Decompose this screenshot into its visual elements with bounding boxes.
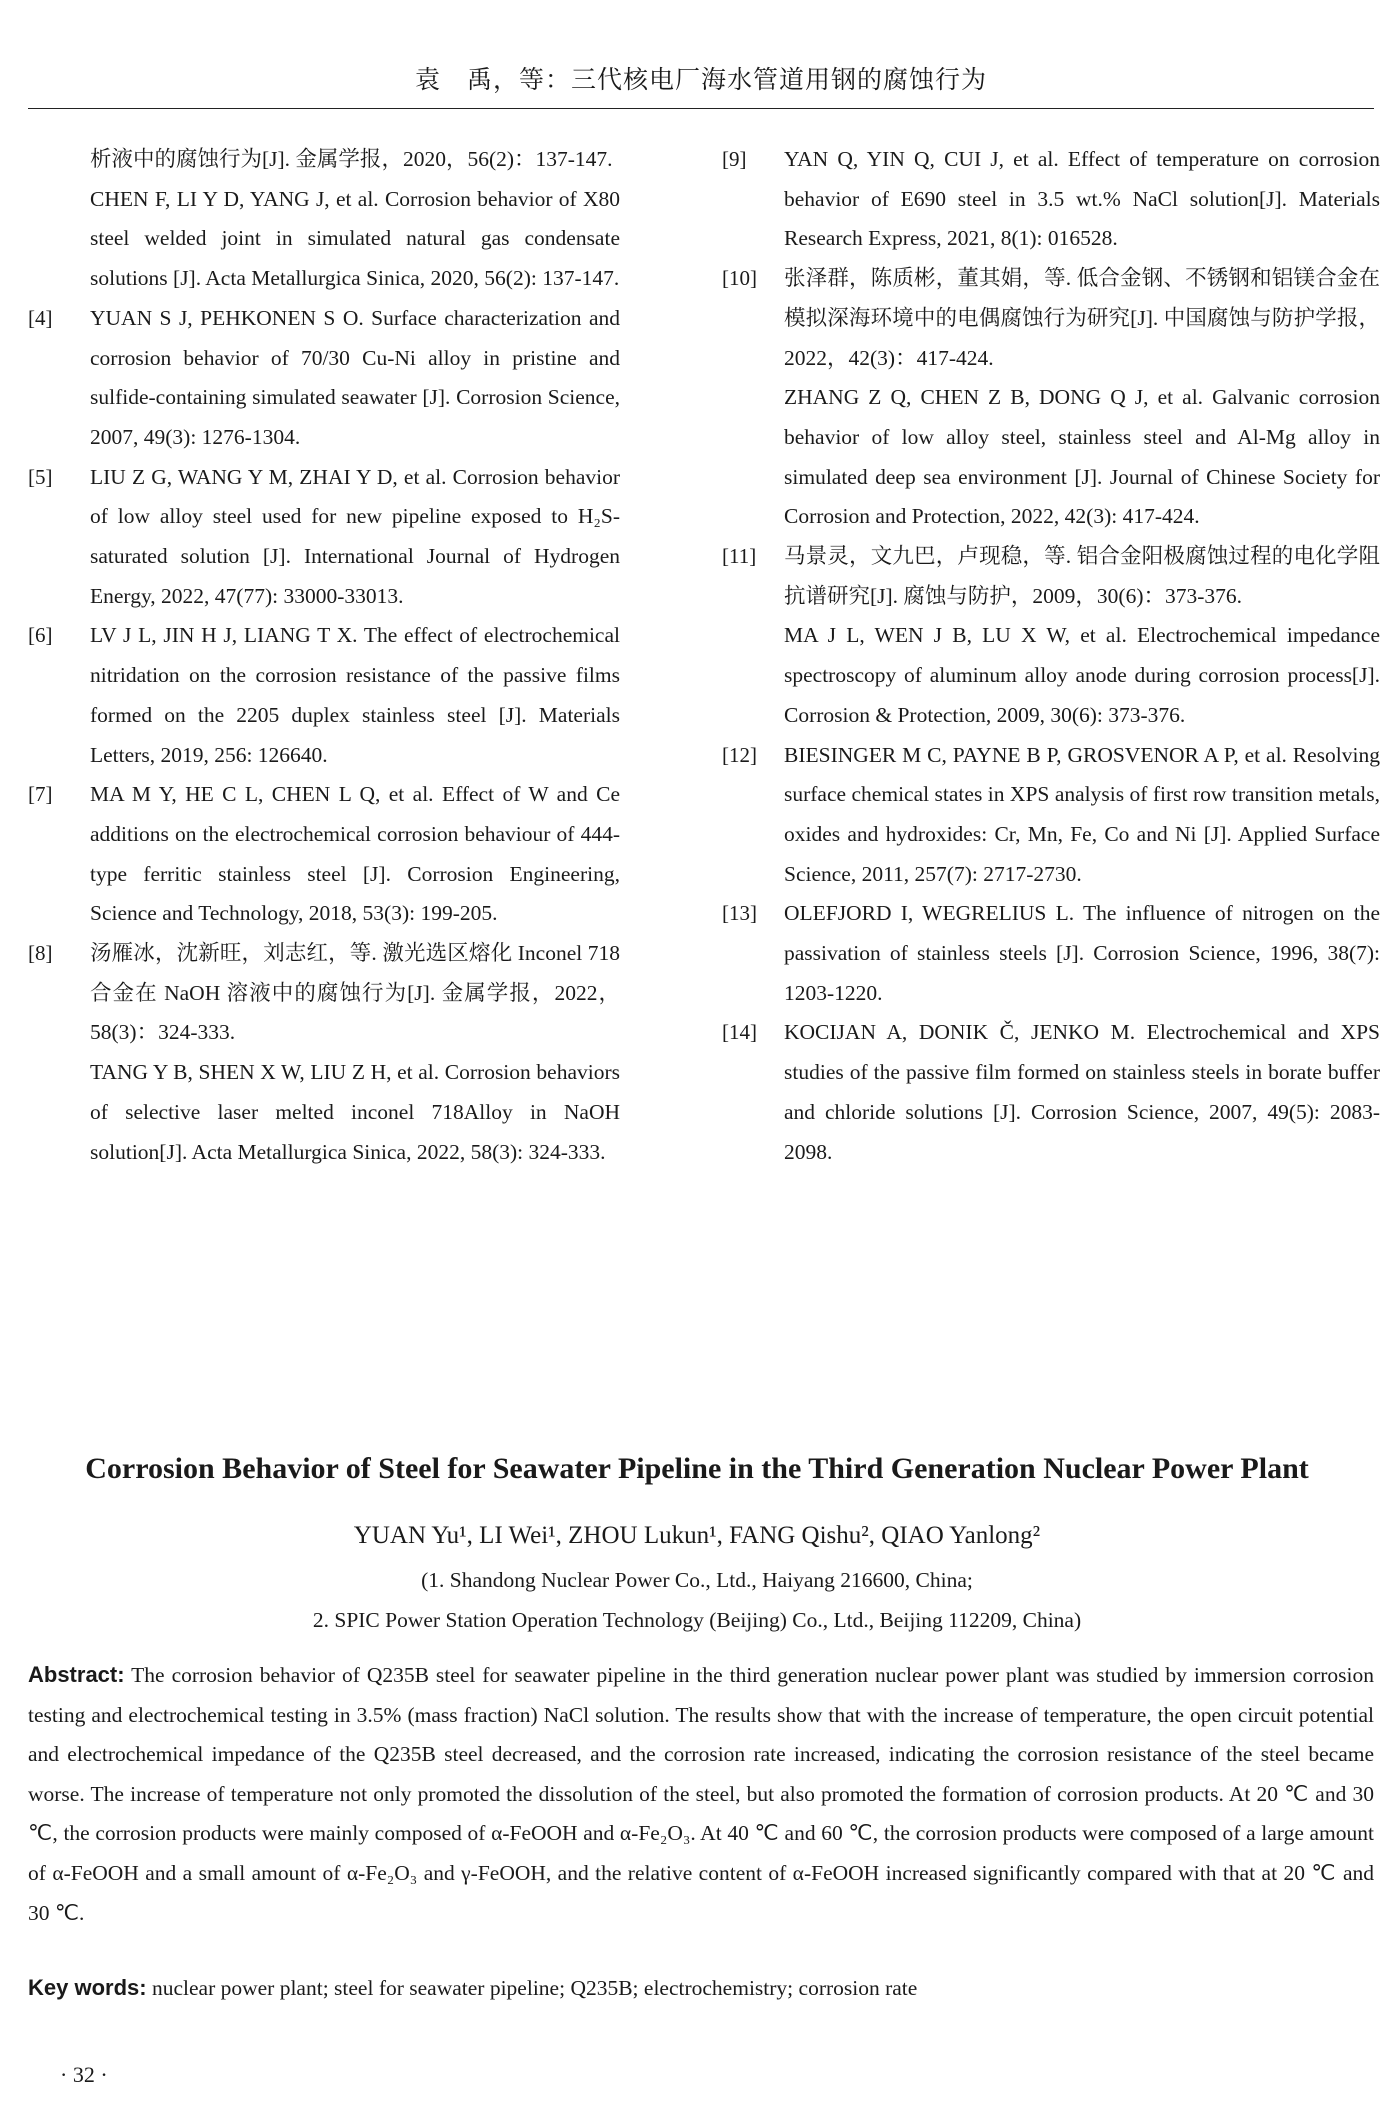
reference-en-text: LIU Z G, WANG Y M, ZHAI Y D, et al. Corrosion behavior of low alloy steel used for new pipeline exposed to H₂S-saturated solution [J]. International Journal of Hydrogen Energy, 2022, 47(77): 33000-33013. <box>90 464 620 608</box>
author-list: YUAN Yu¹, LI Wei¹, ZHOU Lukun¹, FANG Qishu², QIAO Yanlong² <box>353 1522 1041 1549</box>
reference-en-text: YUAN S J, PEHKONEN S O. Surface characterization and corrosion behavior of 70/30 Cu-Ni alloy in pristine and sulfide-containing simulated seawater [J]. Corrosion Science, 2007, 49(3): 1276-1304. <box>90 305 620 449</box>
reference-item <box>28 934 620 1172</box>
reference-item <box>722 736 1380 895</box>
reference-en-text: BIESINGER M C, PAYNE B P, GROSVENOR A P, et al. Resolving surface chemical states in XPS analysis of first row transition metals, oxides and hydroxides: Cr, Mn, Fe, Co and Ni [J]. Applied Surface Science, 2011, 257(7): 2717-2730. <box>784 742 1380 886</box>
reference-number: [9] <box>722 147 747 171</box>
reference-number: [10] <box>722 266 757 291</box>
reference-number: [5] <box>28 464 53 489</box>
reference-en-text: CHEN F, LI Y D, YANG J, et al. Corrosion behavior of X80 steel welded joint in simulated natural gas condensate solutions [J]. Acta Metallurgica Sinica, 2020, 56(2): 137-147. <box>90 186 620 291</box>
reference-en-text: TANG Y B, SHEN X W, LIU Z H, et al. Corrosion behaviors of selective laser melted inconel 718Alloy in NaOH solution[J]. Acta Metallurgica Sinica, 2022, 58(3): 324-333. <box>90 1060 620 1164</box>
reference-en-text: MA J L, WEN J B, LU X W, et al. Electrochemical impedance spectroscopy of aluminum alloy anode during corrosion process[J]. Corrosion & Protection, 2009, 30(6): 373-376. <box>784 623 1380 727</box>
reference-cn-text: 析液中的腐蚀行为[J]. 金属学报，2020，56(2)：137-147. <box>90 147 613 171</box>
reference-en-text: MA M Y, HE C L, CHEN L Q, et al. Effect of W and Ce additions on the electrochemical corrosion behaviour of 444-type ferritic stainless steel [J]. Corrosion Engineering, Science and Technology, 2018, 53(3): 199-205. <box>90 782 620 926</box>
article-title: Corrosion Behavior of Steel for Seawater Pipeline in the Third Generation Nuclear Power Plant <box>85 1452 1309 1485</box>
reference-item <box>28 616 620 775</box>
reference-number: [14] <box>722 1020 757 1045</box>
reference-item <box>722 259 1380 537</box>
reference-item <box>722 894 1380 1013</box>
keywords-label: Key words: <box>28 1975 147 2000</box>
reference-item <box>722 1013 1380 1172</box>
affiliation-1: (1. Shandong Nuclear Power Co., Ltd., Haiyang 216600, China; <box>421 1568 973 1592</box>
reference-item <box>722 140 1380 259</box>
page-number: · 32 · <box>60 2062 108 2087</box>
reference-number: [6] <box>28 623 53 648</box>
reference-number: [12] <box>722 742 757 767</box>
references-left-column <box>28 140 620 1172</box>
reference-cn-text: 马景灵，文九巴，卢现稳，等. 铝合金阳极腐蚀过程的电化学阻抗谱研究[J]. 腐蚀与防护，2009，30(6)：373-376. <box>784 544 1380 608</box>
reference-en-text: YAN Q, YIN Q, CUI J, et al. Effect of temperature on corrosion behavior of E690 steel in 3.5 wt.% NaCl solution[J]. Materials Research Express, 2021, 8(1): 016528. <box>784 147 1380 251</box>
reference-number: [8] <box>28 941 53 966</box>
reference-number: [7] <box>28 782 53 807</box>
reference-number: [11] <box>722 544 757 569</box>
abstract-text: The corrosion behavior of Q235B steel for seawater pipeline in the third generation nuclear power plant was studied by immersion corrosion testing and electrochemical testing in 3.5% (mass fraction) NaCl solution. The results show that with the increase of temperature, the open circuit potential and electrochemical impedance of the Q235B steel decreased, and the corrosion rate increased, indicating the corrosion resistance of the steel became worse. The increase of temperature not only promoted the dissolution of the steel, but also promoted the formation of corrosion products. At 20 ℃ and 30 ℃, the corrosion products were mainly composed of α-FeOOH and α-Fe₂O₃. At 40 ℃ and 60 ℃, the corrosion products were composed of a large amount of α-FeOOH and a small amount of α-Fe₂O₃ and γ-FeOOH, and the relative content of α-FeOOH increased significantly compared with that at 20 ℃ and 30 ℃. <box>28 1663 1374 1925</box>
reference-item <box>28 299 620 458</box>
reference-item <box>722 537 1380 736</box>
reference-en-text: ZHANG Z Q, CHEN Z B, DONG Q J, et al. Galvanic corrosion behavior of low alloy steel, stainless steel and Al-Mg alloy in simulated deep sea environment [J]. Journal of Chinese Society for Corrosion and Protection, 2022, 42(3): 417-424. <box>784 385 1380 529</box>
reference-en-text: LV J L, JIN H J, LIANG T X. The effect of electrochemical nitridation on the corrosion resistance of the passive films formed on the 2205 duplex stainless steel [J]. Materials Letters, 2019, 256: 126640. <box>90 623 620 767</box>
reference-cn-text: 张泽群，陈质彬，董其娟，等. 低合金钢、不锈钢和铝镁合金在模拟深海环境中的电偶腐蚀行为研究[J]. 中国腐蚀与防护学报，2022，42(3)：417-424. <box>784 266 1380 370</box>
running-header: 袁 禹，等：三代核电厂海水管道用钢的腐蚀行为 <box>28 60 1374 109</box>
keywords-text: nuclear power plant; steel for seawater pipeline; Q235B; electrochemistry; corrosion rate <box>151 1976 918 2000</box>
abstract-label: Abstract: <box>28 1662 125 1687</box>
references-right-column <box>722 140 1380 1172</box>
reference-en-text: KOCIJAN A, DONIK Č, JENKO M. Electrochemical and XPS studies of the passive film formed on stainless steels in borate buffer and chloride solutions [J]. Corrosion Science, 2007, 49(5): 2083-2098. <box>784 1020 1380 1164</box>
keywords <box>28 1975 1374 2001</box>
affiliation-2: 2. SPIC Power Station Operation Technology (Beijing) Co., Ltd., Beijing 112209, China) <box>312 1608 1082 1632</box>
reference-number: [13] <box>722 901 757 926</box>
reference-number: [4] <box>28 305 53 330</box>
reference-cn-text: 汤雁冰，沈新旺，刘志红，等. 激光选区熔化 Inconel 718 合金在 NaOH 溶液中的腐蚀行为[J]. 金属学报，2022，58(3)：324-333. <box>90 941 620 1045</box>
reference-continuation <box>28 140 620 299</box>
reference-item <box>28 458 620 617</box>
abstract <box>28 1655 1374 1933</box>
reference-en-text: OLEFJORD I, WEGRELIUS L. The influence of nitrogen on the passivation of stainless steels [J]. Corrosion Science, 1996, 38(7): 1203-1220. <box>784 901 1380 1005</box>
reference-item <box>28 775 620 934</box>
